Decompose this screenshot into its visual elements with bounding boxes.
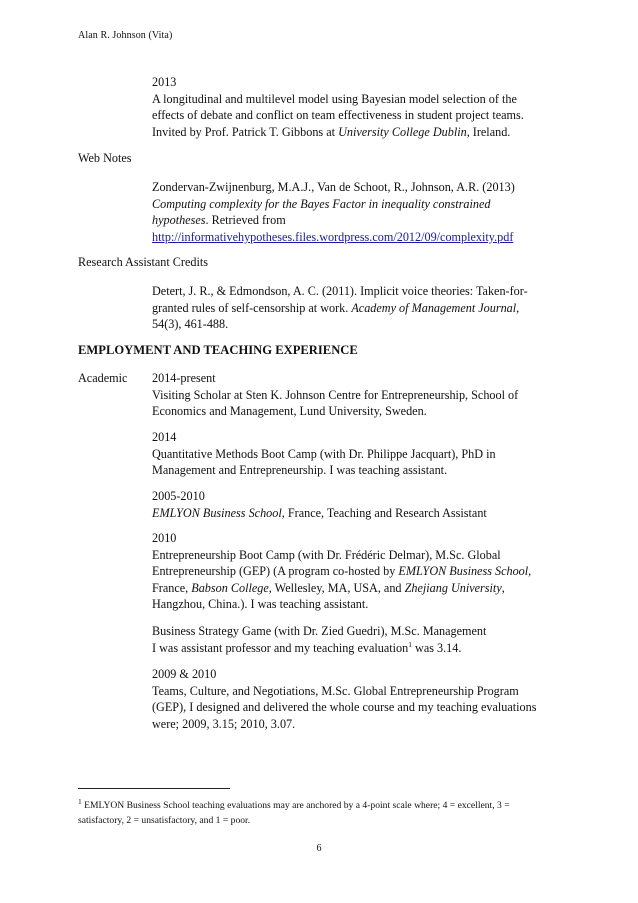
talk-year: 2013 — [152, 75, 177, 89]
journal-name: Academy of Management Journal — [351, 300, 517, 315]
employment-entry: 2005-2010 EMLYON Business School, France, Teaching and Research Assistant — [152, 488, 572, 521]
research-credits-entry: Detert, J. R., & Edmondson, A. C. (2011). Implicit voice theories: Taken-for- granted rules of self-censorship at work. Academy of Management Journal, 54(3), 461-488. — [152, 284, 528, 332]
entry-date: 2009 & 2010 — [152, 667, 217, 681]
org-name: EMLYON Business School — [398, 564, 529, 579]
web-notes-title: hypotheses — [152, 213, 206, 228]
footnote-mark: 1 — [78, 796, 82, 806]
org-name: Zhejiang University — [404, 580, 502, 595]
talk-venue: University College Dublin — [338, 124, 467, 139]
web-notes-entry: Zondervan-Zwijnenburg, M.A.J., Van de Schoot, R., Johnson, A.R. (2013) Computing complexity for the Bayes Factor in inequality constrained hypotheses. Retrieved from http://informativehypotheses.files.wordpress.com/2012/09/complexity.pdf — [152, 179, 572, 245]
footnote-divider — [78, 788, 230, 789]
entry-date: 2005-2010 — [152, 489, 205, 503]
research-credits-label: Research Assistant Credits — [78, 255, 208, 269]
footnote-ref[interactable]: 1 — [408, 639, 412, 649]
employment-entry: 2009 & 2010 Teams, Culture, and Negotiations, M.Sc. Global Entrepreneurship Program (GEP), I designed and delivered the whole course and my teaching evaluations were; 2009, 3.15; 2010, 3.07. — [152, 666, 572, 732]
employment-entry: 2010 Entrepreneurship Boot Camp (with Dr. Frédéric Delmar), M.Sc. Global Entrepreneurship (GEP) (A program co-hosted by EMLYON Business School, France, Babson College, Wellesley, MA, USA, and Zhejiang University, Hangzhou, China.). I was teaching assistant. — [152, 530, 572, 613]
section-heading: EMPLOYMENT AND TEACHING EXPERIENCE — [78, 343, 358, 357]
footnote: $^1$ EMLYON Business School teaching evaluations may are anchored by a 4-point scale where; 4 = excellent, 3 = satisfactory, 2 = unsatisfactory, and 1 = poor. — [78, 796, 510, 826]
entry-date: 2010 — [152, 531, 177, 545]
entry-date: 2014-present — [152, 371, 216, 385]
entry-date: 2014 — [152, 430, 177, 444]
talk-invited: Invited by Prof. Patrick T. Gibbons at University College Dublin, Ireland. — [152, 124, 511, 139]
talk-line: effects of debate and conflict on team effectiveness in student project teams. — [152, 108, 524, 123]
running-head: Alan R. Johnson (Vita) — [78, 30, 173, 41]
org-name: EMLYON Business School — [152, 505, 282, 520]
employment-entry: Business Strategy Game (with Dr. Zied Guedri), M.Sc. Management I was assistant professor and my teaching evaluation$^1$ was 3.14. — [152, 624, 487, 655]
employment-entry: 2014-present Visiting Scholar at Sten K. Johnson Centre for Entrepreneurship, School of Economics and Management, Lund University, Sweden. — [152, 370, 572, 420]
web-notes-label: Web Notes — [78, 151, 132, 165]
talk-line: A longitudinal and multilevel model using Bayesian model selection of the — [152, 91, 517, 106]
talk-entry — [152, 74, 572, 140]
web-notes-url-link[interactable]: http://informativehypotheses.files.wordpress.com/2012/09/complexity.pdf — [152, 229, 514, 244]
web-notes-title: Computing complexity for the Bayes Factor in inequality constrained — [152, 196, 491, 211]
page-number: 6 — [316, 843, 322, 854]
org-name: Babson College — [191, 580, 269, 595]
web-notes-authors: Zondervan-Zwijnenburg, M.A.J., Van de Schoot, R., Johnson, A.R. (2013) — [152, 180, 515, 194]
category-label: Academic — [78, 371, 128, 385]
employment-entry: 2014 Quantitative Methods Boot Camp (with Dr. Philippe Jacquart), PhD in Management and Entrepreneurship. I was teaching assistant. — [152, 429, 572, 479]
